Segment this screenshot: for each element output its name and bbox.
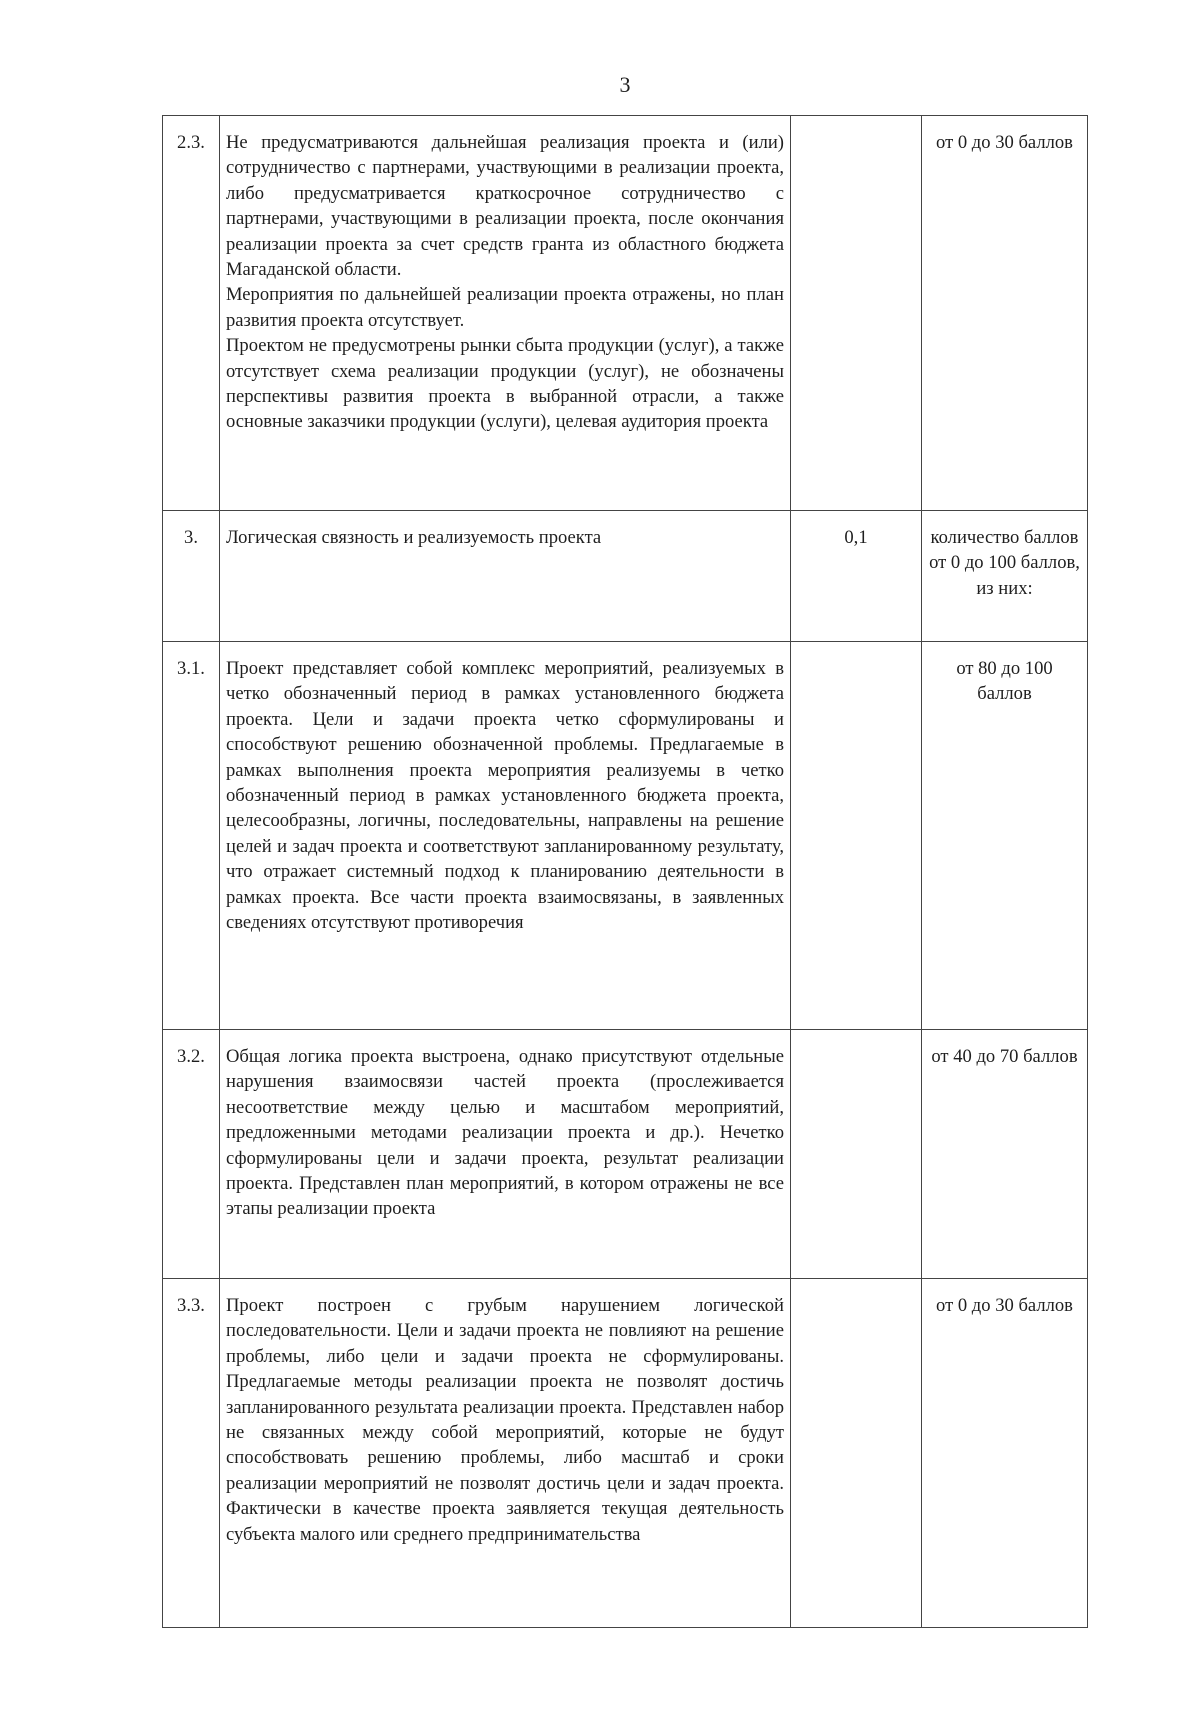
score-cell: от 0 до 30 баллов — [922, 116, 1088, 511]
criterion-paragraph: Общая логика проекта выстроена, однако присутствуют отдельные нарушения взаимосвязи частей проекта (прослеживается несоответствие между целью и масштабом мероприятий, предложенными методами реализации проекта и др.). Нечетко сформулированы цели и задачи проекта, результат реализации проекта. Представлен план мероприятий, в котором отражены не все этапы реализации проекта — [226, 1046, 784, 1220]
criterion-paragraph: Проектом не предусмотрены рынки сбыта продукции (услуг), а также отсутствует схема реализации продукции (услуг), не обозначены перспективы развития проекта в выбранной отрасли, а также основные заказчики продукции (услуги), целевая аудитория проекта — [226, 335, 784, 433]
weight-cell: 0,1 — [791, 511, 922, 642]
table-row — [163, 642, 1088, 1030]
criterion-text — [220, 1030, 791, 1279]
weight-cell — [791, 1030, 922, 1279]
criterion-text — [220, 642, 791, 1030]
row-number: 3.2. — [163, 1030, 220, 1279]
score-cell: от 80 до 100 баллов — [922, 642, 1088, 1030]
score-cell: количество баллов от 0 до 100 баллов, из них: — [922, 511, 1088, 642]
weight-cell — [791, 642, 922, 1030]
page-number: 3 — [619, 72, 631, 97]
criterion-text — [220, 116, 791, 511]
score-cell: от 40 до 70 баллов — [922, 1030, 1088, 1279]
criterion-paragraph: Проект построен с грубым нарушением логической последовательности. Цели и задачи проекта не повлияют на решение проблемы, либо цели и задачи проекта не сформулированы. Предлагаемые методы реализации проекта не позволят достичь запланированного результата реализации проекта. Представлен набор не связанных между собой мероприятий, которые не будут способствовать решению проблемы, либо масштаб и сроки реализации мероприятий не позволят достичь цели и задач проекта. Фактически в качестве проекта заявляется текущая деятельность субъекта малого или среднего предпринимательства — [226, 1295, 784, 1545]
criterion-paragraph: Не предусматриваются дальнейшая реализация проекта и (или) сотрудничество с партнерами, участвующими в реализации проекта, либо предусматривается краткосрочное сотрудничество с партнерами, участвующими в реализации проекта, после окончания реализации проекта за счет средств гранта из областного бюджета Магаданской области. — [226, 132, 784, 281]
weight-cell — [791, 1279, 922, 1628]
row-number: 3. — [163, 511, 220, 642]
table-row — [163, 1030, 1088, 1279]
row-number: 3.1. — [163, 642, 220, 1030]
row-number: 3.3. — [163, 1279, 220, 1628]
table-row — [163, 116, 1088, 511]
criteria-table — [162, 115, 1088, 1628]
table-row — [163, 511, 1088, 642]
score-cell: от 0 до 30 баллов — [922, 1279, 1088, 1628]
criterion-paragraph: Логическая связность и реализуемость проекта — [226, 527, 602, 548]
row-number: 2.3. — [163, 116, 220, 511]
table-row — [163, 1279, 1088, 1628]
criterion-paragraph: Мероприятия по дальнейшей реализации проекта отражены, но план развития проекта отсутствует. — [226, 284, 784, 331]
criterion-text — [220, 1279, 791, 1628]
criterion-text — [220, 511, 791, 642]
criterion-paragraph: Проект представляет собой комплекс мероприятий, реализуемых в четко обозначенный период в рамках установленного бюджета проекта. Цели и задачи проекта четко сформулированы и способствуют решению обозначенной проблемы. Предлагаемые в рамках выполнения проекта мероприятия реализуемы в четко обозначенный период в рамках установленного бюджета проекта, целесообразны, логичны, последовательны, направлены на решение целей и задач проекта и соответствуют запланированному результату, что отражает системный подход к планированию деятельности в рамках проекта. Все части проекта взаимосвязаны, в заявленных сведениях отсутствуют противоречия — [226, 658, 784, 934]
weight-cell — [791, 116, 922, 511]
